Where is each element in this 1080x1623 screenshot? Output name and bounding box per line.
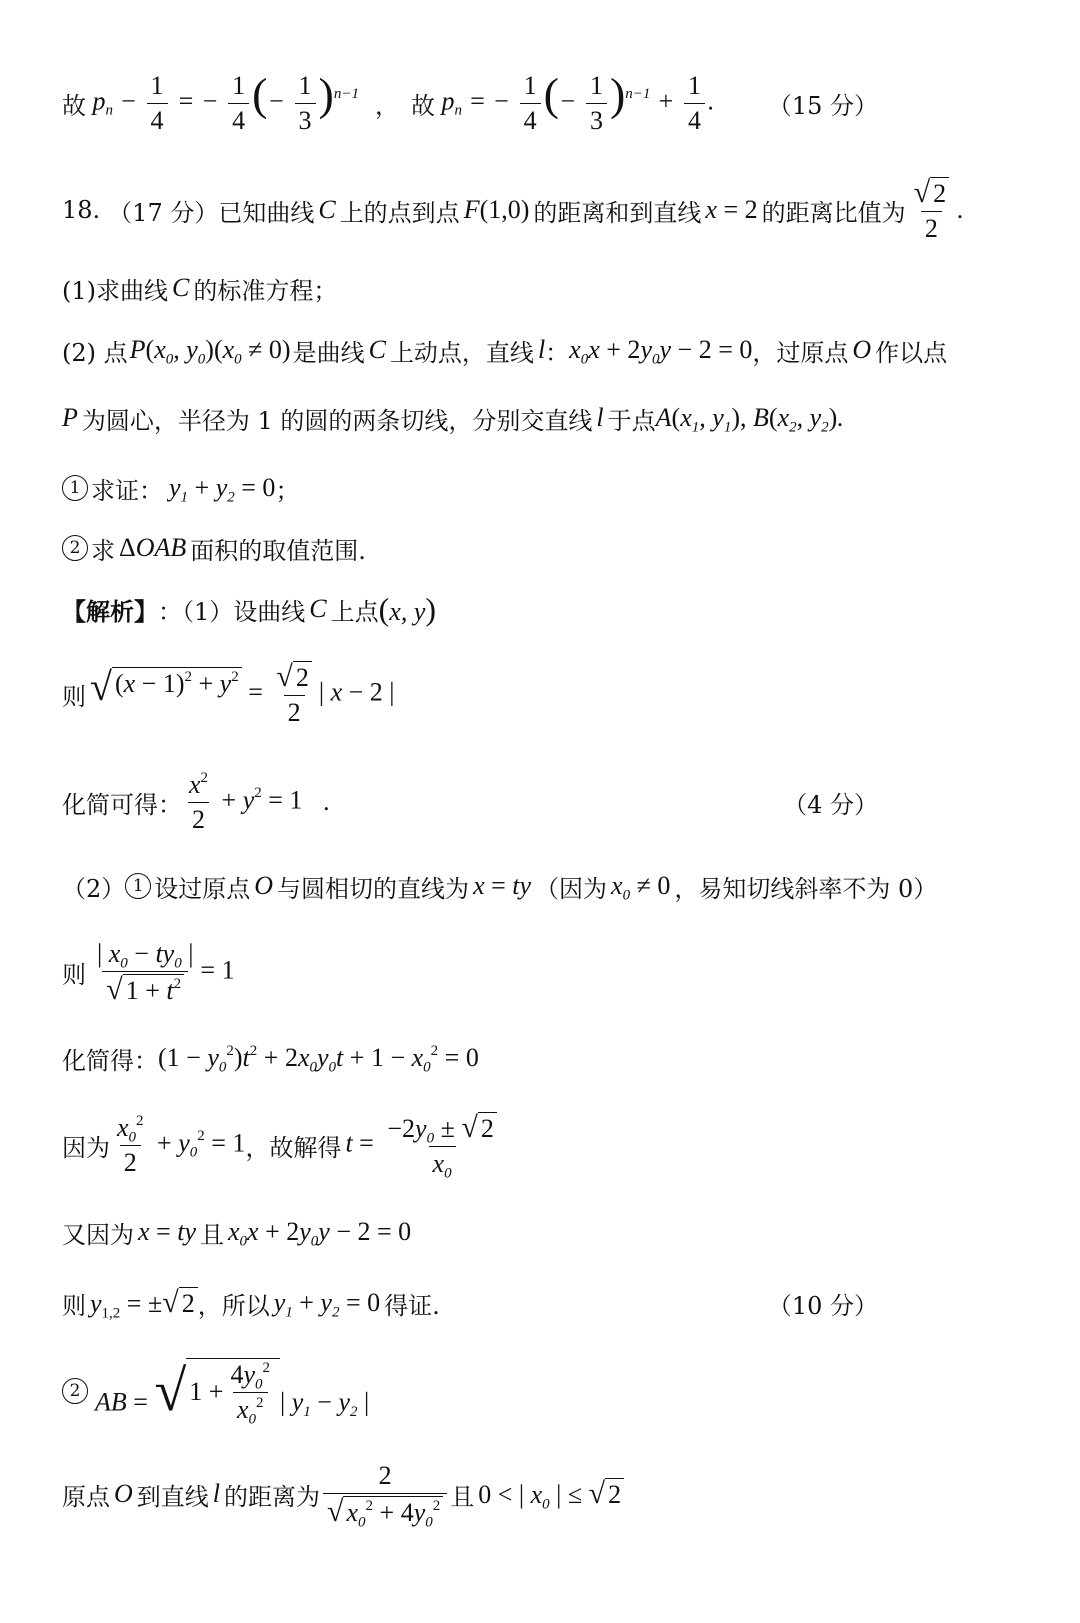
text-gu: 故 [62,91,86,120]
ab-length: 2 AB = √ 1 + $\frac{4y_0^2}{x_0^2}$ | $y_1 - y_2$ | [62,1348,990,1434]
sub-question-1: (1)求曲线 C 的标准方程； [62,273,338,305]
score-10: （10 分） [767,1291,878,1320]
circled-number-2: 2 [62,535,88,561]
prove-item: 1 求证： $y_1 + y_2 = 0$ ； [62,470,990,506]
simplified-equation: 化简可得： $\frac{x^2}{2}$ + $y^2 = 1$ . （4 分） [62,769,878,834]
score-15: （15 分） [767,91,878,120]
pn-eq-1: $p_n$ − $\frac{1}{4}$ = − $\frac{1}{4}$ (− $\frac{1}{3}$ )$^{n-1}$ [86,67,359,135]
text-gu-2: 故 [410,91,435,120]
origin-distance: 原点 O 到直线 l 的距离为 2 √ $x_0^2 + 4y_0^2$ 且 0 < | $x_0$ | ≤ √ 2 [62,1456,990,1532]
area-item: 2 求 ΔOAB 面积的取值范围. [62,530,990,566]
solution-label: 【解析】 [62,596,158,626]
sub-question-2-line-1: (2) 点 $P(x_0$, $y_0)(x_0 \ne 0)$ 是曲线 C 上动点，直线 l ： $x_0x + 2y_0y - 2 = 0$ ，过原点 O 作以点 [62,335,948,368]
line-system: 又因为 x = ty 且 $x_0x + 2y_0y - 2 = 0$ [62,1217,412,1250]
problem-number: 18. [62,196,101,224]
circled-number-1: 1 [62,475,88,501]
score-4: （4 分） [783,790,878,819]
sub-question-2-line-2: P 为圆心，半径为 1 的圆的两条切线，分别交直线 l 于点 $A(x_1$, $y_1$), $B(x_2$, $y_2$). [62,403,844,436]
distance-equation: 则 √ $(x - 1)^2 + y^2$ = √ 2 2 | x − 2 | [62,659,395,727]
solution-heading: 【解析】 ：（1）设曲线 C 上点 (x, y) [62,590,437,627]
solve-t: 因为 $\frac{x_0^2}{2}$ + $y_0^2 = 1$ ，故解得 t = $-2y_0$ ± √ 2 $x_0$ [62,1108,990,1182]
pn-eq-2: $p_n$ = − $\frac{1}{4}$ (− $\frac{1}{3}$ )$^{n-1}$ + $\frac{1}{4}$ . [434,67,715,135]
y-values: 则 $y_{1,2}$ = ± √ 2 ，所以 $y_1 + y_2 = 0$ 得证. （10 分） [62,1286,878,1322]
problem-18-line: 18. （17 分）已知曲线 C 上的点到点 F(1,0) 的距离和到直线 x = 2 的距离比值为 √ 2 2 . [62,175,964,243]
pn-formula-line: 故 $p_n$ − $\frac{1}{4}$ = − $\frac{1}{4}$ (− $\frac{1}{3}$ )$^{n-1}$ ， 故 $p_n$ = − $\frac{1}{4}$ (− $\frac{1}{3}$ )$^{n-1}$ + $\frac{1}{4}$ . （15 分） [62,67,878,135]
tangent-condition: 则 | $x_0 - ty_0$ | √ $1 + t^2$ = 1 [62,938,235,1006]
tangent-setup: （2） 1 设过原点 O 与圆相切的直线为 x = ty （因为 $x_0 \ne 0$ ，易知切线斜率不为 0） [62,871,938,904]
quadratic-in-t: 化简得： $(1 - y_0^2)t^2 + 2x_0y_0t + 1 - x_0^2 = 0$ [62,1042,479,1076]
